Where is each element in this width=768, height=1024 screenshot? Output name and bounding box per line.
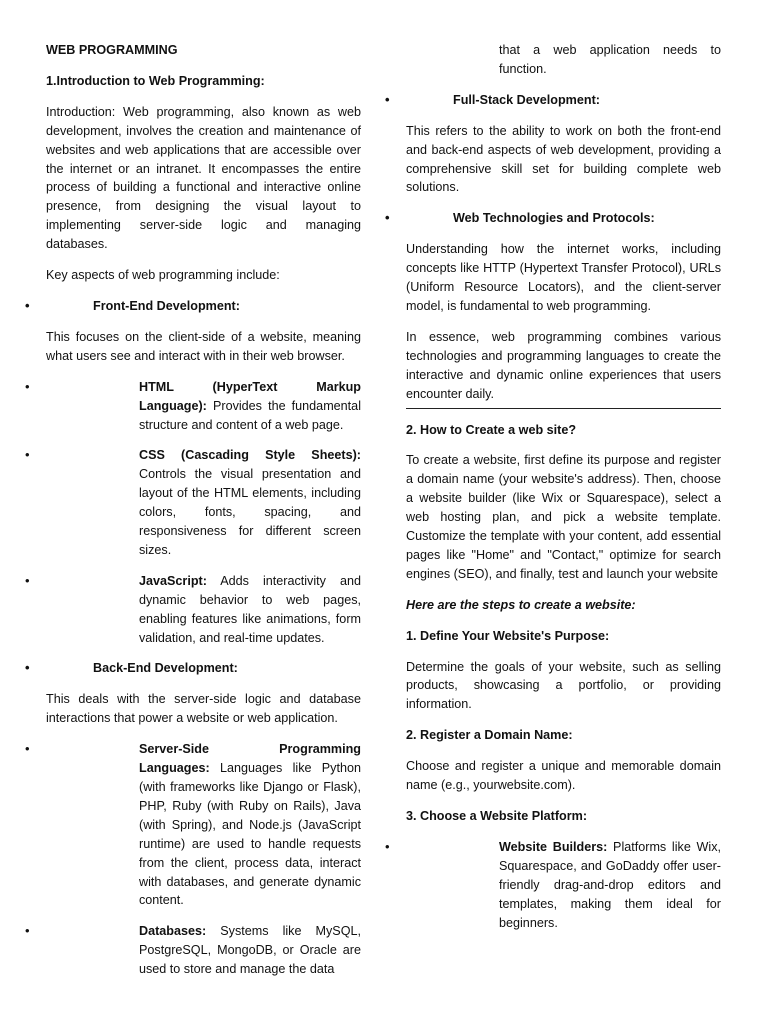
- frontend-tech-list: [46, 378, 361, 648]
- left-column: [46, 41, 361, 991]
- list-item-frontend: • Front-End Development:: [46, 297, 361, 316]
- list-item-website-builders: [406, 838, 721, 933]
- list-item-html: [46, 378, 361, 435]
- document-title: WEB PROGRAMMING: [46, 43, 178, 57]
- list-item-css: [46, 446, 361, 559]
- key-aspects-paragraph: Key aspects of web programming include:: [46, 268, 280, 283]
- list-item-server-side: [46, 740, 361, 910]
- fullstack-list: [406, 91, 721, 110]
- steps-heading: Here are the steps to create a website:: [406, 597, 636, 612]
- desc-javascript: Adds interactivity and dynamic behavior to web pages, enabling features like animations, form validation, and real-time updates.: [139, 573, 361, 645]
- backend-tech-list: [46, 740, 361, 979]
- desc-website-builders: Platforms like Wix, Squarespace, and GoDaddy offer user-friendly drag-and-drop editors and templates, making them ideal for beginners.: [499, 839, 722, 930]
- right-column: [406, 41, 721, 944]
- section-heading-create: 2. How to Create a web site?: [406, 422, 577, 437]
- create-description: To create a website, first define its purpose and register a domain name (your website's address). Then, choose a website builder (like Wix or Squarespace), select a web hosting plan, and pick a website template. Customize the template with your content, add essential pages like "Home" and "Contact," optimize for search engines (SEO), and finally, test and launch your website: [406, 453, 721, 581]
- list-item-backend: • Back-End Development:: [46, 659, 361, 678]
- essence-paragraph: In essence, web programming combines various technologies and programming languages to create the interactive and dynamic online experiences that users encounter daily.: [406, 329, 721, 401]
- section-heading-intro: 1.Introduction to Web Programming:: [46, 73, 265, 88]
- term-databases: Databases:: [139, 924, 207, 939]
- list-item-fullstack: • Full-Stack Development:: [406, 91, 721, 110]
- list-item-javascript: [46, 572, 361, 648]
- list-item-databases: [46, 922, 361, 979]
- step2-description: Choose and register a unique and memorable domain name (e.g., yourwebsite.com).: [406, 759, 721, 793]
- backend-description: This deals with the server-side logic and database interactions that power a website or web application.: [46, 692, 361, 726]
- term-website-builders: Website Builders:: [499, 839, 608, 854]
- term-html: HTML (HyperText Markup Language):: [139, 379, 361, 413]
- step1-title: 1. Define Your Website's Purpose:: [406, 628, 610, 643]
- section-divider: [406, 408, 721, 409]
- backend-list: [46, 659, 361, 678]
- intro-paragraph: Introduction: Web programming, also known as web development, involves the creation and maintenance of websites and web applications that are accessible over the internet or an intranet. It encompasses the entire process of building a functional and interactive online presence, from designing the visual layout to implementing server-side logic and managing databases.: [46, 104, 361, 252]
- term-javascript: JavaScript:: [139, 573, 207, 588]
- desc-server-side: Languages like Python (with frameworks like Django or Flask), PHP, Ruby (with Ruby on Rails), Java (with Spring), and Node.js (JavaScript runtime) are used to handle requests from the client, process data, interact with databases, and generate dynamic content.: [139, 761, 361, 908]
- webtech-description: Understanding how the internet works, including concepts like HTTP (Hypertext Transfer Protocol), URLs (Uniform Resource Locators), and the client-server model, is fundamental to web programming.: [406, 242, 721, 313]
- step1-description: Determine the goals of your website, such as selling products, showcasing a portfolio, or providing information.: [406, 659, 721, 712]
- step2-title: 2. Register a Domain Name:: [406, 728, 573, 743]
- term-server-side: Server-Side Programming Languages:: [139, 742, 361, 776]
- databases-continuation: that a web application needs to function.: [499, 43, 721, 76]
- platform-list: [406, 838, 721, 933]
- term-css: CSS (Cascading Style Sheets):: [139, 448, 361, 463]
- desc-databases: Systems like MySQL, PostgreSQL, MongoDB, or Oracle are used to store and manage the data: [139, 924, 361, 977]
- desc-html: Provides the fundamental structure and content of a web page.: [139, 398, 361, 432]
- webtech-list: [406, 209, 721, 228]
- frontend-list: [46, 297, 361, 316]
- frontend-description: This focuses on the client-side of a website, meaning what users see and interact with in their web browser.: [46, 329, 361, 363]
- list-item-webtech: • Web Technologies and Protocols:: [406, 209, 721, 228]
- desc-css: Controls the visual presentation and layout of the HTML elements, including colors, fonts, spacing, and responsiveness for different screen sizes.: [139, 467, 361, 557]
- step3-title: 3. Choose a Website Platform:: [406, 809, 588, 823]
- fullstack-description: This refers to the ability to work on both the front-end and back-end aspects of web development, providing a comprehensive skill set for building complete web solutions.: [406, 123, 721, 195]
